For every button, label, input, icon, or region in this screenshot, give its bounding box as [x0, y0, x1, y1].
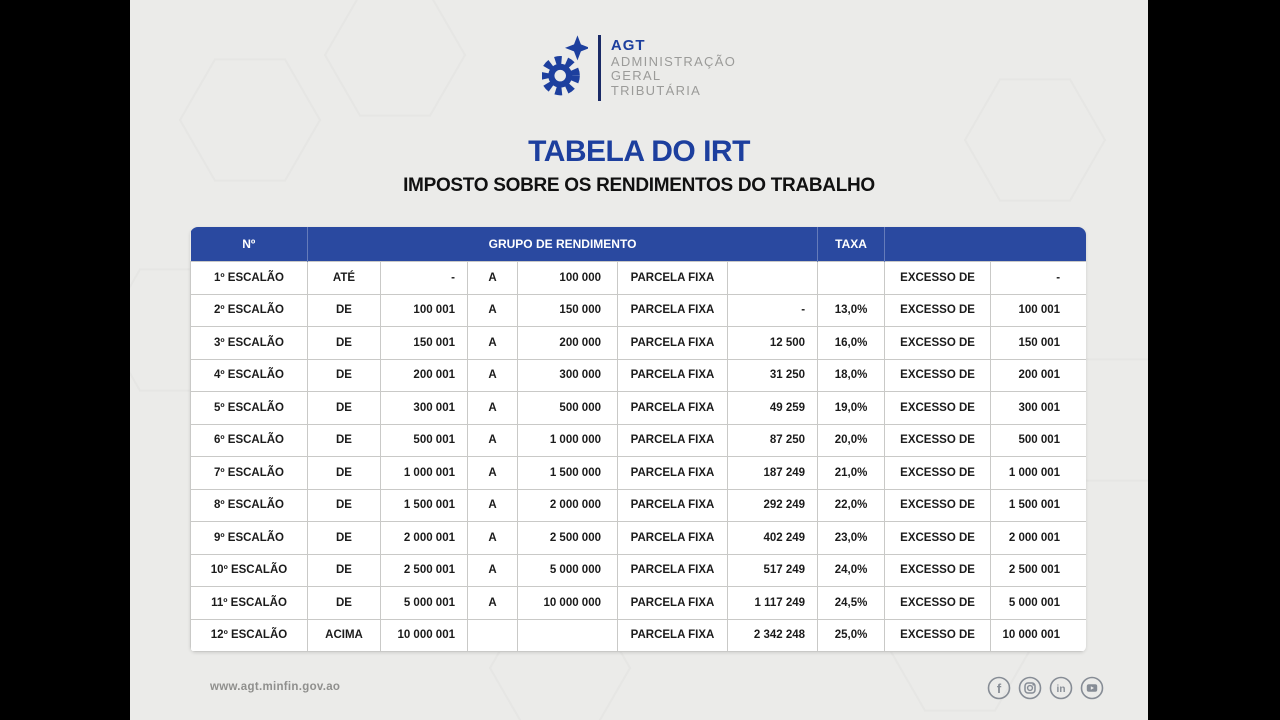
cell-prefix: DE	[308, 294, 381, 327]
cell-parcela_label: PARCELA FIXA	[618, 489, 728, 522]
page-subtitle: IMPOSTO SOBRE OS RENDIMENTOS DO TRABALHO	[403, 175, 875, 196]
logo-org-line: GERAL	[610, 68, 662, 84]
cell-parcela: 2 342 248	[728, 619, 818, 652]
cell-parcela_label: PARCELA FIXA	[618, 554, 728, 587]
cell-parcela_label: PARCELA FIXA	[618, 457, 728, 490]
cell-excesso_label: EXCESSO DE	[885, 359, 991, 392]
cell-parcela_label: PARCELA FIXA	[618, 424, 728, 457]
cell-taxa: 25,0%	[818, 619, 885, 652]
table-row	[191, 457, 1087, 490]
cell-excesso: 1 000 001	[991, 457, 1086, 490]
cell-taxa: 19,0%	[818, 392, 885, 425]
cell-conn: A	[468, 392, 518, 425]
cell-prefix: DE	[308, 489, 381, 522]
cell-from: -	[381, 262, 468, 295]
cell-parcela_label: PARCELA FIXA	[618, 619, 728, 652]
irt-table	[190, 227, 1086, 652]
col-header-grupo-rendimento: GRUPO DE RENDIMENTO	[308, 227, 818, 262]
cell-conn	[468, 619, 518, 652]
cell-prefix: DE	[308, 392, 381, 425]
cell-taxa: 18,0%	[818, 359, 885, 392]
cell-parcela_label: PARCELA FIXA	[618, 327, 728, 360]
cell-parcela: 49 259	[728, 392, 818, 425]
cell-escalao: 8º ESCALÃO	[191, 489, 308, 522]
cell-taxa: 22,0%	[818, 489, 885, 522]
table-row	[191, 489, 1087, 522]
cell-to: 200 000	[518, 327, 618, 360]
logo-acronym: AGT	[610, 36, 646, 54]
cell-parcela_label: PARCELA FIXA	[618, 587, 728, 620]
cell-excesso: 10 000 001	[991, 619, 1086, 652]
cell-escalao: 12º ESCALÃO	[191, 619, 308, 652]
cell-conn: A	[468, 359, 518, 392]
cell-parcela: 31 250	[728, 359, 818, 392]
logo-org-line: ADMINISTRAÇÃO	[610, 53, 737, 69]
facebook-icon[interactable]	[987, 676, 1011, 700]
cell-excesso: -	[991, 262, 1086, 295]
cell-excesso: 5 000 001	[991, 587, 1086, 620]
cell-taxa: 16,0%	[818, 327, 885, 360]
svg-text:f: f	[996, 681, 1002, 696]
cell-to	[518, 619, 618, 652]
cell-from: 5 000 001	[381, 587, 468, 620]
cell-taxa: 13,0%	[818, 294, 885, 327]
col-header-taxa: TAXA	[818, 227, 885, 262]
cell-prefix: DE	[308, 457, 381, 490]
cell-prefix: DE	[308, 522, 381, 555]
cell-from: 200 001	[381, 359, 468, 392]
cell-escalao: 6º ESCALÃO	[191, 424, 308, 457]
cell-from: 500 001	[381, 424, 468, 457]
logo-text	[611, 38, 736, 98]
cell-conn: A	[468, 587, 518, 620]
cell-excesso_label: EXCESSO DE	[885, 587, 991, 620]
agt-logo	[130, 33, 1148, 103]
instagram-icon[interactable]	[1018, 676, 1042, 700]
cell-conn: A	[468, 327, 518, 360]
cell-from: 10 000 001	[381, 619, 468, 652]
cell-from: 100 001	[381, 294, 468, 327]
logo-divider	[598, 35, 601, 101]
cell-conn: A	[468, 294, 518, 327]
cell-excesso_label: EXCESSO DE	[885, 424, 991, 457]
cell-excesso: 200 001	[991, 359, 1086, 392]
cell-prefix: DE	[308, 554, 381, 587]
table-row	[191, 587, 1087, 620]
logo-org-line: TRIBUTÁRIA	[610, 82, 702, 98]
cell-prefix: DE	[308, 424, 381, 457]
table-row	[191, 619, 1087, 652]
cell-to: 1 000 000	[518, 424, 618, 457]
cell-to: 100 000	[518, 262, 618, 295]
youtube-icon[interactable]	[1080, 676, 1104, 700]
table-row	[191, 262, 1087, 295]
cell-parcela_label: PARCELA FIXA	[618, 392, 728, 425]
cell-excesso_label: EXCESSO DE	[885, 619, 991, 652]
cell-excesso_label: EXCESSO DE	[885, 522, 991, 555]
cell-parcela_label: PARCELA FIXA	[618, 359, 728, 392]
cell-to: 2 500 000	[518, 522, 618, 555]
page-title: TABELA DO IRT	[528, 135, 750, 168]
cell-excesso: 500 001	[991, 424, 1086, 457]
cell-excesso: 300 001	[991, 392, 1086, 425]
cell-excesso: 1 500 001	[991, 489, 1086, 522]
cell-taxa	[818, 262, 885, 295]
cell-prefix: DE	[308, 327, 381, 360]
cell-conn: A	[468, 457, 518, 490]
cell-from: 300 001	[381, 392, 468, 425]
cell-parcela_label: PARCELA FIXA	[618, 262, 728, 295]
cell-escalao: 9º ESCALÃO	[191, 522, 308, 555]
cell-to: 1 500 000	[518, 457, 618, 490]
cell-escalao: 2º ESCALÃO	[191, 294, 308, 327]
cell-taxa: 24,0%	[818, 554, 885, 587]
cell-to: 10 000 000	[518, 587, 618, 620]
cell-prefix: ATÉ	[308, 262, 381, 295]
cell-parcela: 292 249	[728, 489, 818, 522]
table-row	[191, 392, 1087, 425]
cell-from: 1 500 001	[381, 489, 468, 522]
table-row	[191, 359, 1087, 392]
col-header-numero: Nº	[191, 227, 308, 262]
cell-taxa: 21,0%	[818, 457, 885, 490]
table-body	[191, 262, 1087, 652]
cell-conn: A	[468, 424, 518, 457]
cell-parcela: 517 249	[728, 554, 818, 587]
cell-parcela: -	[728, 294, 818, 327]
cell-excesso_label: EXCESSO DE	[885, 457, 991, 490]
cell-from: 2 000 001	[381, 522, 468, 555]
cell-parcela: 12 500	[728, 327, 818, 360]
cell-to: 2 000 000	[518, 489, 618, 522]
cell-prefix: ACIMA	[308, 619, 381, 652]
cell-to: 300 000	[518, 359, 618, 392]
table-row	[191, 327, 1087, 360]
gear-with-star-icon	[542, 33, 588, 103]
cell-excesso_label: EXCESSO DE	[885, 489, 991, 522]
cell-to: 150 000	[518, 294, 618, 327]
table-header-row	[191, 227, 1087, 262]
svg-text:in: in	[1056, 684, 1066, 695]
col-header-extra	[885, 227, 1086, 262]
cell-conn: A	[468, 489, 518, 522]
cell-excesso: 150 001	[991, 327, 1086, 360]
table-row	[191, 554, 1087, 587]
cell-taxa: 24,5%	[818, 587, 885, 620]
cell-parcela: 1 117 249	[728, 587, 818, 620]
website-url: www.agt.minfin.gov.ao	[210, 681, 341, 693]
cell-from: 1 000 001	[381, 457, 468, 490]
cell-excesso: 2 000 001	[991, 522, 1086, 555]
cell-parcela: 87 250	[728, 424, 818, 457]
social-icons	[987, 676, 1104, 700]
cell-escalao: 10º ESCALÃO	[191, 554, 308, 587]
page-background	[130, 0, 1148, 720]
cell-parcela: 187 249	[728, 457, 818, 490]
table-row	[191, 294, 1087, 327]
cell-escalao: 1º ESCALÃO	[191, 262, 308, 295]
cell-excesso: 100 001	[991, 294, 1086, 327]
cell-conn: A	[468, 522, 518, 555]
cell-parcela_label: PARCELA FIXA	[618, 522, 728, 555]
cell-escalao: 5º ESCALÃO	[191, 392, 308, 425]
cell-taxa: 20,0%	[818, 424, 885, 457]
cell-parcela	[728, 262, 818, 295]
cell-escalao: 3º ESCALÃO	[191, 327, 308, 360]
cell-to: 5 000 000	[518, 554, 618, 587]
cell-escalao: 4º ESCALÃO	[191, 359, 308, 392]
cell-conn: A	[468, 262, 518, 295]
cell-from: 2 500 001	[381, 554, 468, 587]
cell-excesso_label: EXCESSO DE	[885, 294, 991, 327]
cell-prefix: DE	[308, 587, 381, 620]
cell-taxa: 23,0%	[818, 522, 885, 555]
cell-excesso_label: EXCESSO DE	[885, 262, 991, 295]
cell-excesso_label: EXCESSO DE	[885, 554, 991, 587]
cell-parcela: 402 249	[728, 522, 818, 555]
cell-excesso_label: EXCESSO DE	[885, 327, 991, 360]
cell-from: 150 001	[381, 327, 468, 360]
cell-escalao: 7º ESCALÃO	[191, 457, 308, 490]
cell-to: 500 000	[518, 392, 618, 425]
cell-parcela_label: PARCELA FIXA	[618, 294, 728, 327]
linkedin-icon[interactable]	[1049, 676, 1073, 700]
cell-excesso_label: EXCESSO DE	[885, 392, 991, 425]
cell-excesso: 2 500 001	[991, 554, 1086, 587]
cell-escalao: 11º ESCALÃO	[191, 587, 308, 620]
table-row	[191, 424, 1087, 457]
cell-conn: A	[468, 554, 518, 587]
cell-prefix: DE	[308, 359, 381, 392]
table-row	[191, 522, 1087, 555]
